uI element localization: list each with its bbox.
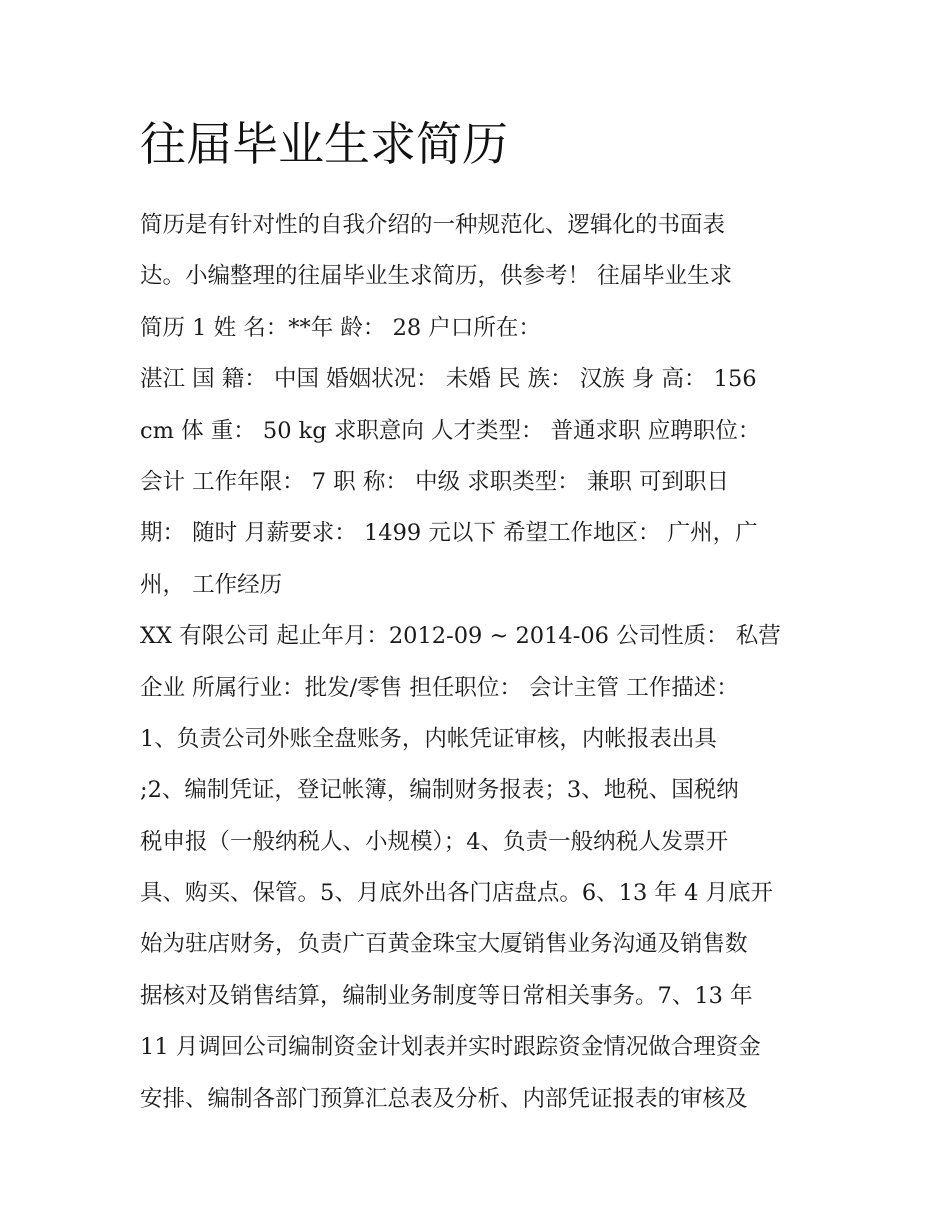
body-line: 始为驻店财务，负责广百黄金珠宝大厦销售业务沟通及销售数 xyxy=(140,931,748,958)
body-line: 企业 所属行业：批发/零售 担任职位： 会计主管 工作描述： xyxy=(140,674,739,701)
body-line: cm 体 重： 50 kg 求职意向 人才类型： 普通求职 应聘职位： xyxy=(140,417,761,444)
body-line: 湛江 国 籍： 中国 婚姻状况： 未婚 民 族： 汉族 身 高： 156 xyxy=(140,366,757,393)
body-line: 1、负责公司外账全盘账务，内帐凭证审核，内帐报表出具 xyxy=(140,725,717,752)
body-line: 11 月调回公司编制资金计划表并实时跟踪资金情况做合理资金 xyxy=(140,1034,761,1061)
body-line: 简历是有针对性的自我介绍的一种规范化、逻辑化的书面表 xyxy=(140,212,726,238)
body-line: 税申报（一般纳税人、小规模）；4、负责一般纳税人发票开 xyxy=(140,828,729,855)
body-line: 期： 随时 月薪要求： 1499 元以下 希望工作地区： 广州，广 xyxy=(140,520,758,547)
body-line: 具、购买、保管。5、月底外出各门店盘点。6、13 年 4 月底开 xyxy=(140,880,774,907)
body-line: 达。小编整理的往届毕业生求简历，供参考！ 往届毕业生求 xyxy=(140,263,733,290)
body-line: 据核对及销售结算，编制业务制度等日常相关事务。7、13 年 xyxy=(140,982,753,1009)
body-line: ;2、编制凭证，登记帐簿，编制财务报表；3、地税、国税纳 xyxy=(140,777,739,804)
body-line: 安排、编制各部门预算汇总表及分析、内部凭证报表的审核及 xyxy=(140,1085,748,1112)
document-body xyxy=(140,200,830,1125)
body-line: 州， 工作经历 xyxy=(140,571,283,598)
body-line: 简历 1 姓 名：**年 龄： 28 户口所在： xyxy=(140,314,541,341)
body-line: 会计 工作年限： 7 职 称： 中级 求职类型： 兼职 可到职日 xyxy=(140,468,730,495)
body-line: XX 有限公司 起止年月：2012-09 ~ 2014-06 公司性质： 私营 xyxy=(140,623,781,650)
document-title: 往届毕业生求简历 xyxy=(140,117,508,171)
